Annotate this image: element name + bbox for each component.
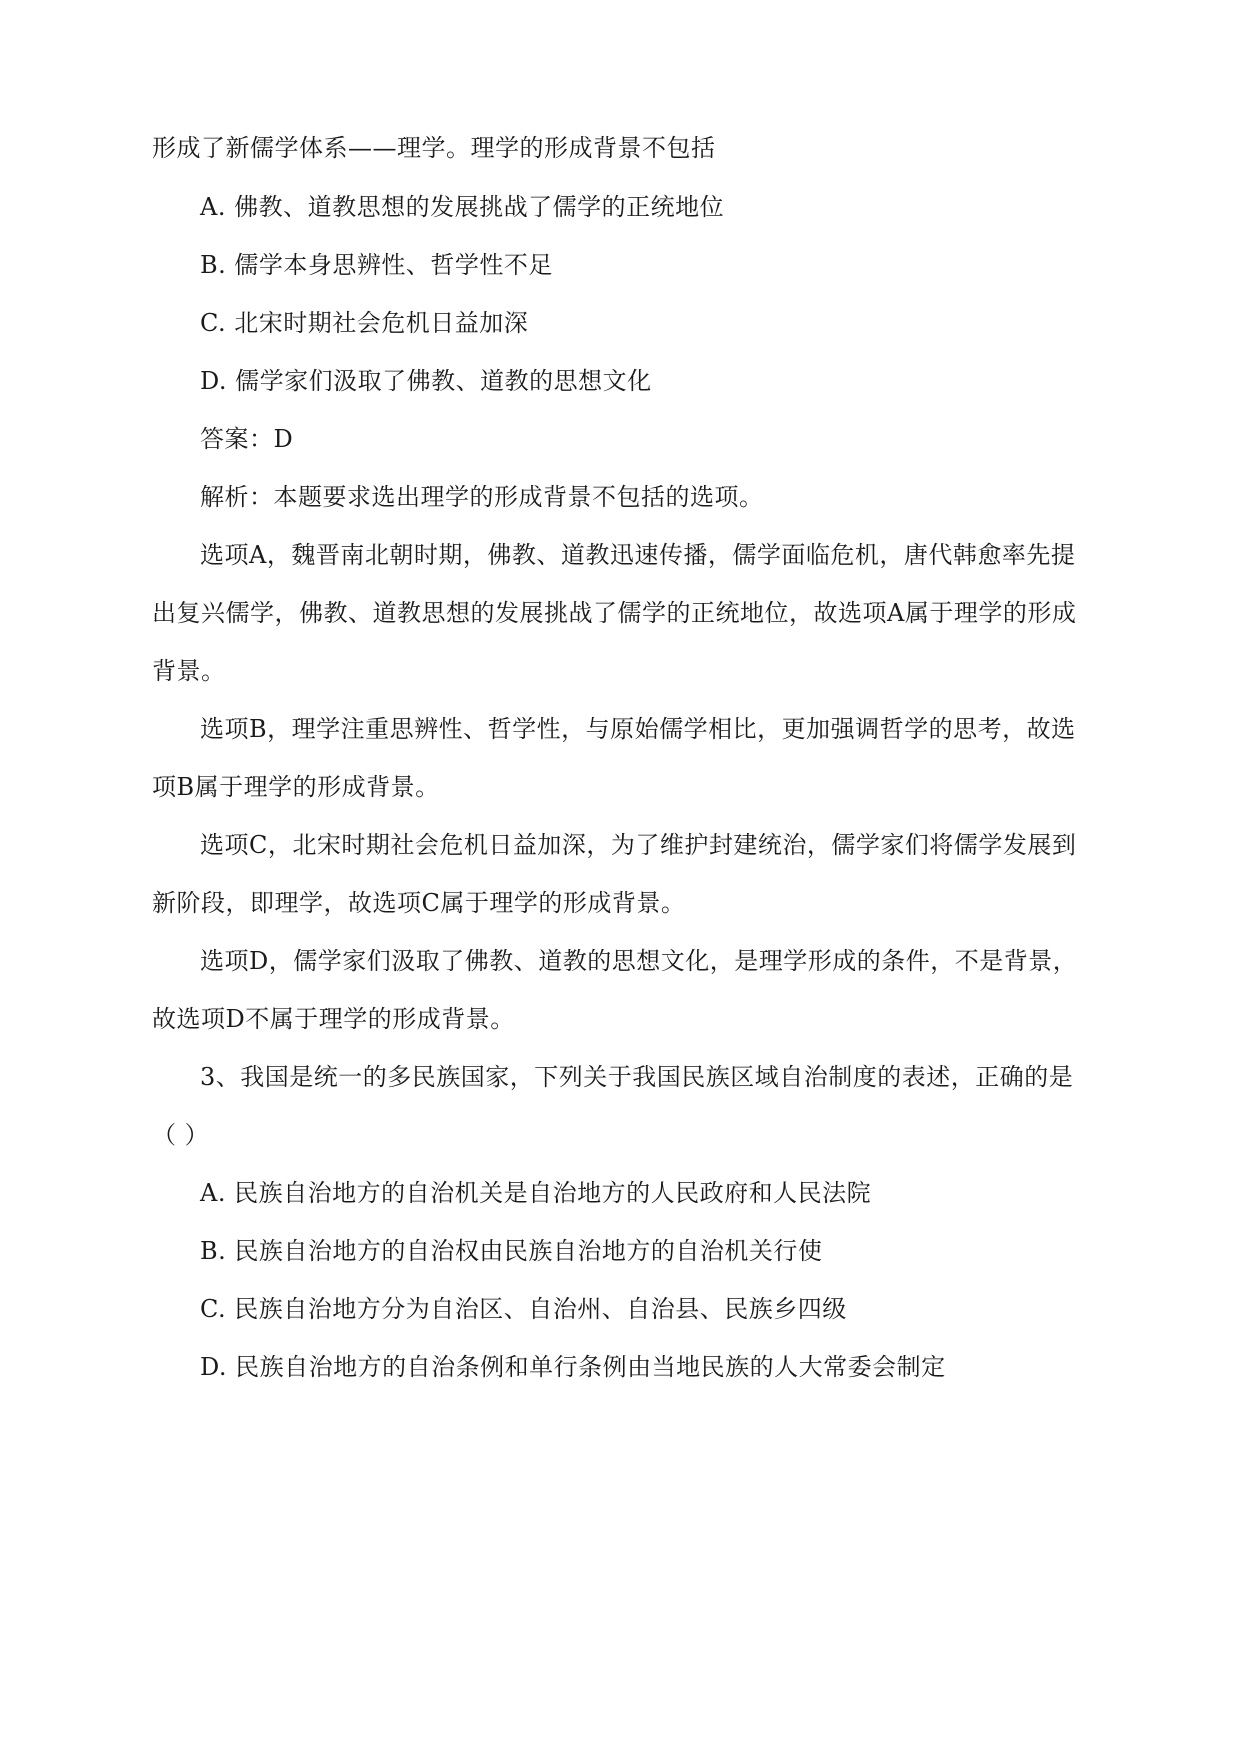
analysis-option-b-line-1: 选项B，理学注重思辨性、哲学性，与原始儒学相比，更加强调哲学的思考，故选 (200, 715, 1076, 743)
question-3-stem-line-2: （ ） (152, 1121, 210, 1149)
analysis-option-d-line-2: 故选项D不属于理学的形成背景。 (152, 1005, 515, 1033)
analysis-option-a-line-2: 出复兴儒学，佛教、道教思想的发展挑战了儒学的正统地位，故选项A属于理学的形成 (152, 599, 1077, 627)
question-2-option-c: C. 北宋时期社会危机日益加深 (200, 309, 529, 337)
analysis-option-d-line-1: 选项D，儒学家们汲取了佛教、道教的思想文化，是理学形成的条件，不是背景， (200, 947, 1078, 975)
question-2-option-b: B. 儒学本身思辨性、哲学性不足 (200, 251, 553, 279)
question-3-stem-line-1: 3、我国是统一的多民族国家，下列关于我国民族区域自治制度的表述，正确的是 (200, 1063, 1074, 1091)
question-3-option-c: C. 民族自治地方分为自治区、自治州、自治县、民族乡四级 (200, 1295, 847, 1323)
question-2-option-a: A. 佛教、道教思想的发展挑战了儒学的正统地位 (200, 193, 725, 221)
question-2-stem-tail: 形成了新儒学体系——理学。理学的形成背景不包括 (152, 134, 716, 162)
question-2-analysis-intro: 解析：本题要求选出理学的形成背景不包括的选项。 (200, 483, 764, 511)
question-3-option-b: B. 民族自治地方的自治权由民族自治地方的自治机关行使 (200, 1237, 823, 1265)
analysis-option-a-line-1: 选项A，魏晋南北朝时期，佛教、道教迅速传播，儒学面临危机，唐代韩愈率先提 (200, 541, 1076, 569)
analysis-option-a-line-3: 背景。 (152, 657, 226, 685)
analysis-option-c-line-2: 新阶段，即理学，故选项C属于理学的形成背景。 (152, 889, 686, 917)
analysis-option-b-line-2: 项B属于理学的形成背景。 (152, 773, 440, 801)
question-2-option-d: D. 儒学家们汲取了佛教、道教的思想文化 (200, 367, 652, 395)
question-3-option-a: A. 民族自治地方的自治机关是自治地方的人民政府和人民法院 (200, 1179, 872, 1207)
question-3-option-d: D. 民族自治地方的自治条例和单行条例由当地民族的人大常委会制定 (200, 1353, 946, 1381)
analysis-option-c-line-1: 选项C，北宋时期社会危机日益加深，为了维护封建统治，儒学家们将儒学发展到 (200, 831, 1077, 859)
question-2-answer: 答案：D (200, 425, 294, 453)
